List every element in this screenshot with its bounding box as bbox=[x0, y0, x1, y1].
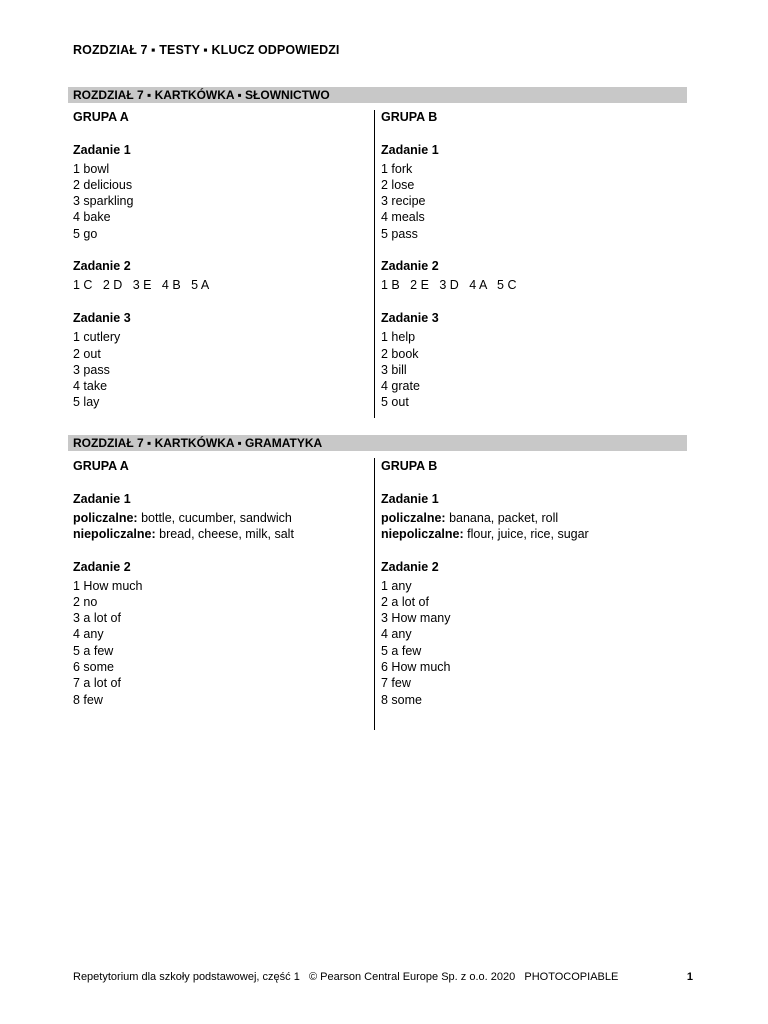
task-title: Zadanie 3 bbox=[381, 311, 439, 326]
group-title: GRUPA B bbox=[381, 110, 438, 124]
answer-line: 1 cutlery bbox=[73, 330, 121, 345]
answer-line: 5 out bbox=[381, 395, 409, 410]
section-2-group-b bbox=[381, 458, 671, 708]
task-title: Zadanie 2 bbox=[381, 559, 439, 574]
task-title: Zadanie 2 bbox=[73, 259, 131, 274]
answer-line: 1 B 2 E 3 D 4 A 5 C bbox=[381, 278, 517, 293]
answer-line: 2 delicious bbox=[73, 177, 133, 192]
footer-text: Repetytorium dla szkoły podstawowej, część 1 © Pearson Central Europe Sp. z o.o. 2020 PHOTOCOPIABLE bbox=[73, 971, 619, 983]
answer-line: 1 bowl bbox=[73, 161, 110, 176]
section-header-gramatyka: ROZDZIAŁ 7 ▪ KARTKÓWKA ▪ GRAMATYKA bbox=[68, 435, 687, 451]
answer-line: 4 bake bbox=[73, 210, 111, 225]
answer-line: 4 any bbox=[381, 627, 412, 642]
answer-line: 2 out bbox=[73, 346, 101, 361]
answer-line: 7 a lot of bbox=[73, 676, 121, 691]
countable-label: policzalne: bbox=[73, 510, 138, 525]
answer-line: 3 recipe bbox=[381, 194, 426, 209]
answer-line: 6 some bbox=[73, 660, 114, 675]
column-divider bbox=[374, 110, 375, 418]
answer-line: 5 lay bbox=[73, 395, 100, 410]
page-title: ROZDZIAŁ 7 ▪ TESTY ▪ KLUCZ ODPOWIEDZI bbox=[73, 43, 340, 57]
answer-line: 3 a lot of bbox=[73, 611, 121, 626]
answer-line: 5 a few bbox=[73, 643, 114, 658]
uncountable-answers: flour, juice, rice, sugar bbox=[463, 526, 589, 541]
answer-line: 4 grate bbox=[381, 379, 420, 394]
task-title: Zadanie 1 bbox=[73, 491, 131, 506]
section-1-group-a bbox=[73, 109, 363, 411]
answer-line bbox=[381, 526, 671, 542]
answer-line: 4 take bbox=[73, 379, 108, 394]
uncountable-answers: bread, cheese, milk, salt bbox=[155, 526, 294, 541]
answer-line: 2 book bbox=[381, 346, 419, 361]
answer-line: 8 few bbox=[73, 692, 103, 707]
group-title: GRUPA A bbox=[73, 459, 129, 473]
countable-answers: bottle, cucumber, sandwich bbox=[137, 510, 292, 525]
answer-line: 1 any bbox=[381, 578, 412, 593]
answer-line: 3 How many bbox=[381, 611, 451, 626]
answer-line: 3 pass bbox=[73, 362, 110, 377]
group-title: GRUPA A bbox=[73, 110, 129, 124]
uncountable-label: niepoliczalne: bbox=[73, 526, 156, 541]
task-title: Zadanie 2 bbox=[73, 559, 131, 574]
answer-line bbox=[73, 510, 363, 526]
section-2-group-a bbox=[73, 458, 363, 708]
column-divider bbox=[374, 458, 375, 730]
answer-line: 1 C 2 D 3 E 4 B 5 A bbox=[73, 278, 210, 293]
task-title: Zadanie 1 bbox=[381, 142, 439, 157]
answer-line: 5 go bbox=[73, 226, 98, 241]
task-title: Zadanie 3 bbox=[73, 311, 131, 326]
task-title: Zadanie 1 bbox=[73, 142, 131, 157]
countable-label: policzalne: bbox=[381, 510, 446, 525]
answer-line: 1 help bbox=[381, 330, 416, 345]
answer-line: 8 some bbox=[381, 692, 422, 707]
uncountable-label: niepoliczalne: bbox=[381, 526, 464, 541]
answer-line bbox=[73, 526, 363, 542]
section-header-slownictwo: ROZDZIAŁ 7 ▪ KARTKÓWKA ▪ SŁOWNICTWO bbox=[68, 87, 687, 103]
answer-line: 6 How much bbox=[381, 660, 451, 675]
task-title: Zadanie 1 bbox=[381, 491, 439, 506]
answer-line: 7 few bbox=[381, 676, 411, 691]
answer-line: 3 bill bbox=[381, 362, 407, 377]
answer-line: 1 How much bbox=[73, 578, 143, 593]
answer-line bbox=[381, 510, 671, 526]
section-1-group-b bbox=[381, 109, 671, 411]
task-title: Zadanie 2 bbox=[381, 259, 439, 274]
answer-line: 5 pass bbox=[381, 226, 418, 241]
countable-answers: banana, packet, roll bbox=[445, 510, 559, 525]
answer-line: 5 a few bbox=[381, 643, 422, 658]
answer-line: 2 no bbox=[73, 594, 98, 609]
answer-line: 3 sparkling bbox=[73, 194, 134, 209]
page-number: 1 bbox=[686, 971, 693, 983]
group-title: GRUPA B bbox=[381, 459, 438, 473]
answer-line: 2 lose bbox=[381, 177, 415, 192]
answer-line: 4 any bbox=[73, 627, 104, 642]
answer-line: 1 fork bbox=[381, 161, 413, 176]
answer-line: 2 a lot of bbox=[381, 594, 429, 609]
answer-line: 4 meals bbox=[381, 210, 425, 225]
